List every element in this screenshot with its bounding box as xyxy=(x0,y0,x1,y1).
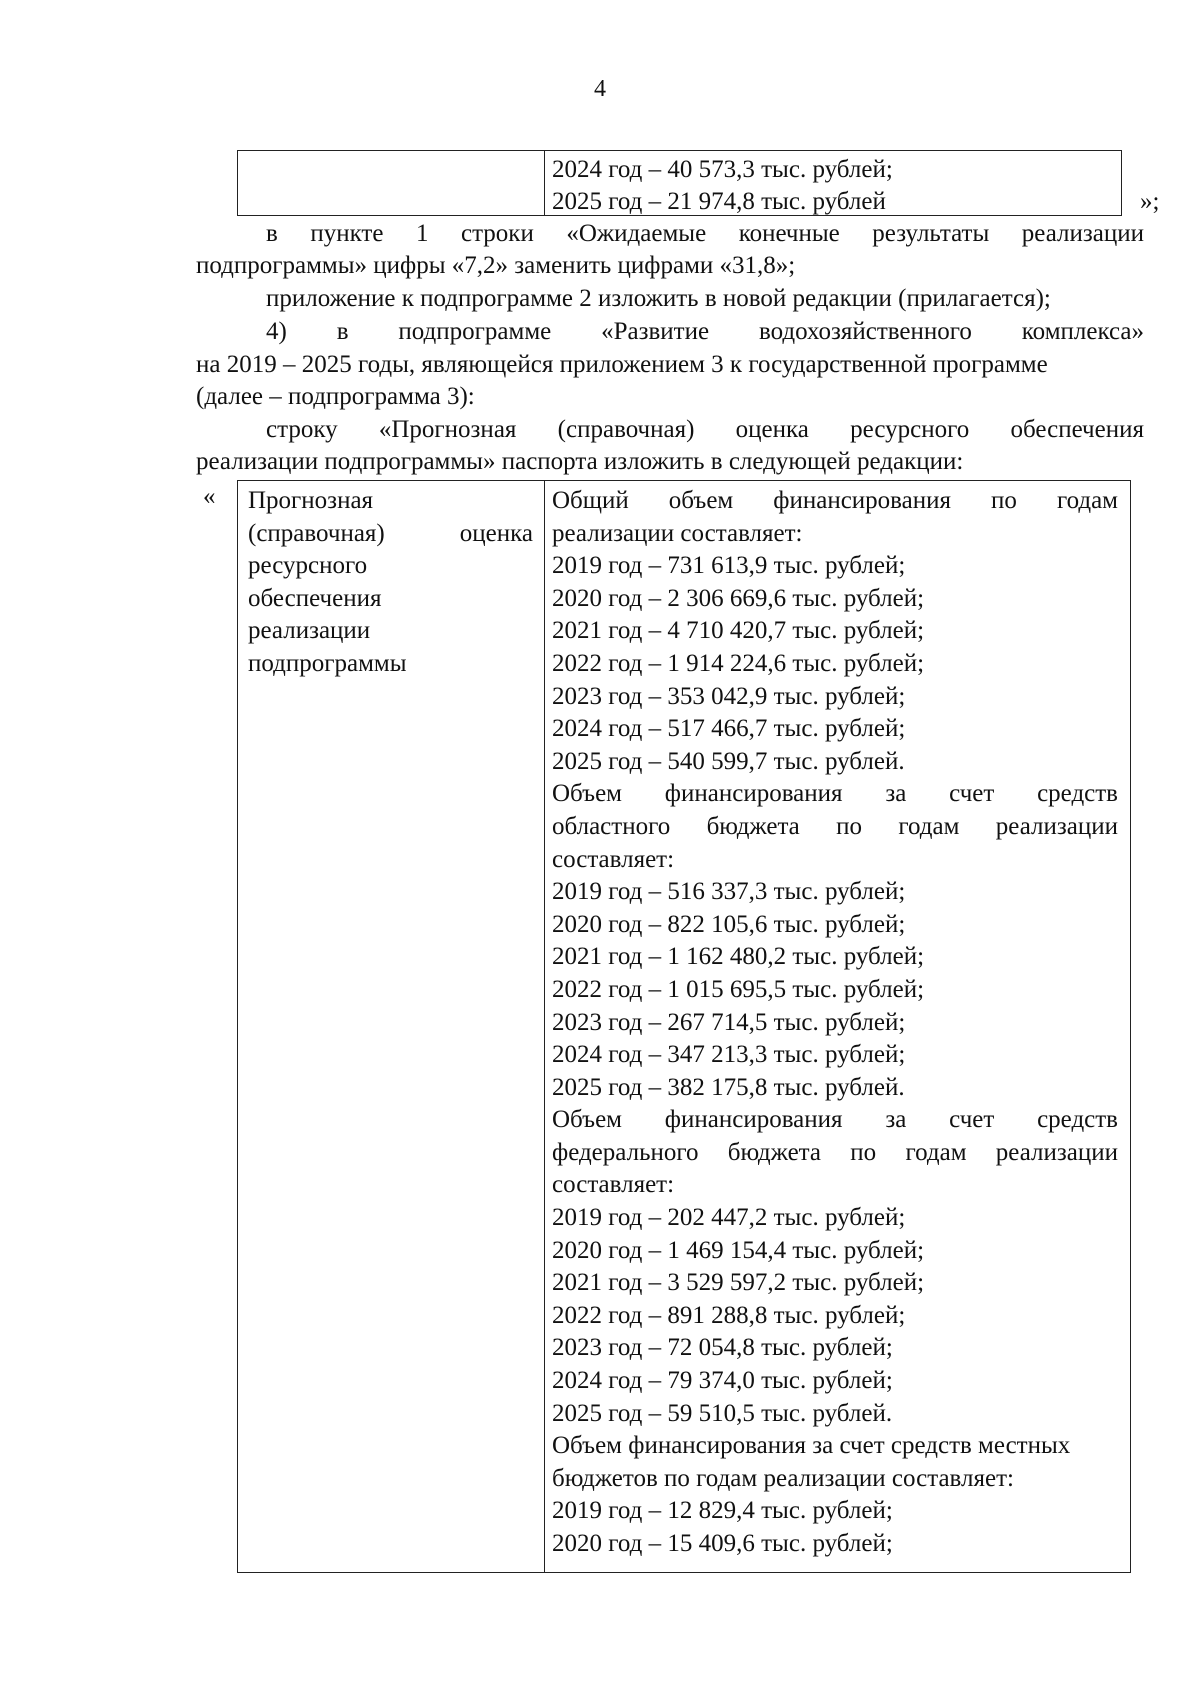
funding-line: 2021 год – 4 710 420,7 тыс. рублей; xyxy=(552,617,925,645)
funding-cell xyxy=(552,485,1118,1561)
funding-line: 2019 год – 731 613,9 тыс. рублей; xyxy=(552,552,906,580)
funding-line: составляет: xyxy=(552,1171,675,1199)
funding-line: Объем финансирования за счет средств xyxy=(552,780,1118,808)
funding-line: 2022 год – 1 914 224,6 тыс. рублей; xyxy=(552,649,925,677)
paragraph-1-line-1: в пункте 1 строки «Ожидаемые конечные результаты реализации xyxy=(266,220,1144,247)
funding-line: 2023 год – 72 054,8 тыс. рублей; xyxy=(552,1334,893,1362)
paragraph-4-line-1: строку «Прогнозная (справочная) оценка ресурсного обеспечения xyxy=(266,416,1144,443)
paragraph-3-line-1: 4) в подпрограмме «Развитие водохозяйственного комплекса» xyxy=(266,318,1144,345)
table-divider xyxy=(544,151,545,215)
funding-line: 2022 год – 1 015 695,5 тыс. рублей; xyxy=(552,975,925,1003)
continuation-cell xyxy=(552,154,893,218)
passport-table xyxy=(237,480,1131,1573)
funding-line: 2023 год – 267 714,5 тыс. рублей; xyxy=(552,1008,906,1036)
funding-line-2025: 2025 год – 21 974,8 тыс. рублей xyxy=(552,188,886,215)
funding-line: 2021 год – 3 529 597,2 тыс. рублей; xyxy=(552,1269,925,1297)
paragraph-3-line-3: (далее – подпрограмма 3): xyxy=(196,383,475,410)
opening-quote: « xyxy=(203,483,216,510)
funding-line: 2019 год – 516 337,3 тыс. рублей; xyxy=(552,878,906,906)
row-header-line: обеспечения xyxy=(248,584,382,612)
funding-line: 2019 год – 202 447,2 тыс. рублей; xyxy=(552,1204,906,1232)
row-header-cell xyxy=(248,485,533,681)
funding-line: 2025 год – 59 510,5 тыс. рублей. xyxy=(552,1399,893,1427)
funding-line: 2025 год – 540 599,7 тыс. рублей. xyxy=(552,747,905,775)
row-header-line: (справочная) оценка xyxy=(248,519,533,547)
funding-line: 2020 год – 822 105,6 тыс. рублей; xyxy=(552,910,906,938)
row-header-line: реализации xyxy=(248,617,371,645)
paragraph-2: приложение к подпрограмме 2 изложить в новой редакции (прилагается); xyxy=(266,285,1051,312)
funding-line: Общий объем финансирования по годам xyxy=(552,487,1118,514)
paragraph-3-line-2: на 2019 – 2025 годы, являющейся приложением 3 к государственной программе xyxy=(196,351,1048,378)
paragraph-1-line-2: подпрограммы» цифры «7,2» заменить цифрами «31,8»; xyxy=(196,252,796,279)
row-header-line: подпрограммы xyxy=(248,649,407,677)
funding-line: 2022 год – 891 288,8 тыс. рублей; xyxy=(552,1301,906,1329)
row-header-line: Прогнозная xyxy=(248,487,374,514)
continuation-table xyxy=(237,150,1122,216)
funding-line: 2024 год – 517 466,7 тыс. рублей; xyxy=(552,715,906,743)
funding-line: Объем финансирования за счет средств xyxy=(552,1106,1118,1134)
funding-line: 2020 год – 1 469 154,4 тыс. рублей; xyxy=(552,1236,925,1264)
funding-line: федерального бюджета по годам реализации xyxy=(552,1138,1118,1166)
row-header-line: ресурсного xyxy=(248,552,368,580)
funding-line: 2025 год – 382 175,8 тыс. рублей. xyxy=(552,1073,905,1101)
funding-line: 2024 год – 347 213,3 тыс. рублей; xyxy=(552,1041,906,1069)
funding-line: 2020 год – 15 409,6 тыс. рублей; xyxy=(552,1530,893,1557)
funding-line: 2024 год – 79 374,0 тыс. рублей; xyxy=(552,1367,893,1395)
funding-line-2024: 2024 год – 40 573,3 тыс. рублей; xyxy=(552,156,893,183)
funding-line: областного бюджета по годам реализации xyxy=(552,812,1118,840)
funding-line: 2023 год – 353 042,9 тыс. рублей; xyxy=(552,682,906,710)
funding-line: составляет: xyxy=(552,845,675,873)
funding-line: 2021 год – 1 162 480,2 тыс. рублей; xyxy=(552,943,925,971)
funding-line: бюджетов по годам реализации составляет: xyxy=(552,1464,1014,1492)
paragraph-4-line-2: реализации подпрограммы» паспорта изложить в следующей редакции: xyxy=(196,448,964,475)
funding-line: реализации составляет: xyxy=(552,519,803,547)
funding-line: 2020 год – 2 306 669,6 тыс. рублей; xyxy=(552,584,925,612)
table-divider xyxy=(544,481,545,1572)
closing-quote: »; xyxy=(1140,188,1160,215)
page-number: 4 xyxy=(594,76,606,102)
funding-line: Объем финансирования за счет средств местных xyxy=(552,1432,1071,1460)
funding-line: 2019 год – 12 829,4 тыс. рублей; xyxy=(552,1497,893,1525)
